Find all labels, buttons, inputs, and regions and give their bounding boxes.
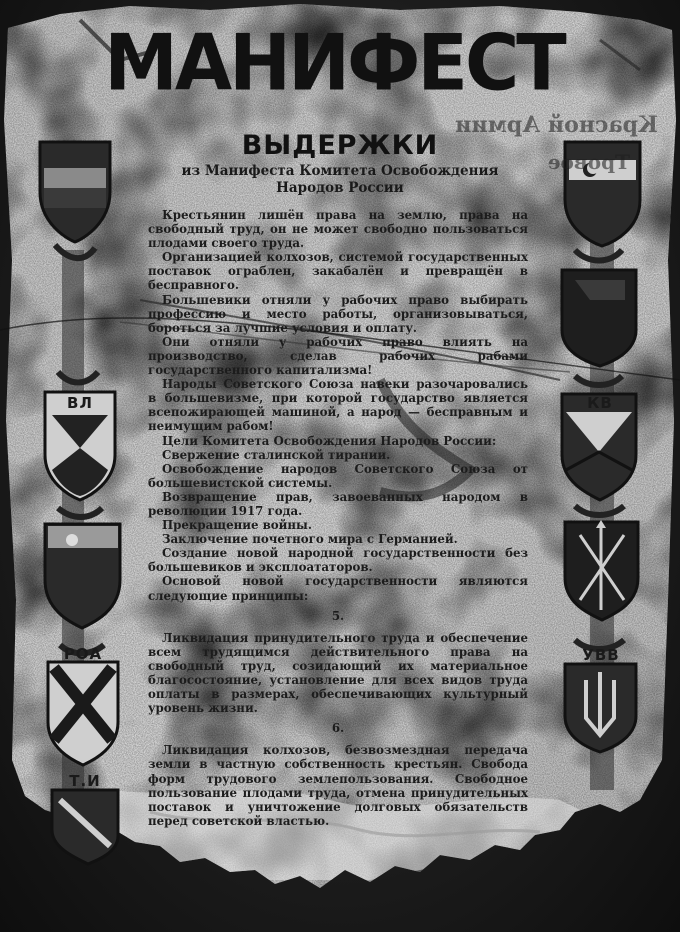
section-6-text: Ликвидация колхозов, безвозмездная передача земли в частную собственность крестьян. Свобода форм трудового землепользования. Свободное пользование плодами труда, отмена принудительных поставок и уничтожение долговых обязательств перед советской властью. [148, 743, 528, 828]
subheading-line-1: из Манифеста Комитета Освобождения [181, 163, 499, 179]
body-paragraph: Возвращение прав, завоеванных народом в революции 1917 года. [148, 489, 528, 518]
body-paragraph: Основой новой государственности являются следующие принципы: [148, 574, 528, 603]
body-paragraph: Освобождение народов Советского Союза от большевистской системы. [148, 461, 528, 490]
emblem-label-ti: Т.И [69, 772, 101, 790]
emblem-label-uvv: УВВ [582, 646, 620, 664]
section-number-6: 6. [331, 721, 345, 736]
mirrored-show-through-text: Красной Армии [455, 112, 658, 138]
uvv-shield-icon [565, 664, 636, 752]
section-number-5: 5. [331, 608, 345, 623]
dark-shield-icon [562, 270, 636, 366]
body-paragraph: Организацией колхозов, системой государственных поставок ограблен, закабалён и превращён в бесправного. [148, 250, 528, 293]
body-paragraph: Народы Советского Союза навеки разочаровались в большевизме, при которой государство является всепожирающей машиной, а народ — бесправным и неимущим рабом! [148, 377, 528, 434]
body-paragraph: Цели Комитета Освобождения Народов России: [162, 433, 497, 448]
emblem-label-vl: ВЛ [67, 394, 93, 412]
body-paragraph: Прекращение войны. [162, 518, 312, 533]
manifesto-body [148, 208, 528, 828]
body-paragraph: Крестьянин лишён права на землю, права на свободный труд, он не может свободно пользоваться плодами своего труда. [148, 208, 528, 251]
emblem-label-roa: РОА [63, 645, 103, 663]
body-paragraph: Свержение сталинской тирании. [162, 447, 391, 462]
body-paragraph: Они отняли у рабочих право влиять на производство, сделав рабочих рабами государственного капитализма! [148, 334, 528, 378]
section-5-text: Ликвидация принудительного труда и обеспечение всем трудящимся действительного права на свободный труд, созидающий их материальное благосостояние, установление для всех видов труда оплаты в размерах, обеспечивающих культурный уровень жизни. [148, 630, 528, 716]
ti-shield-icon [52, 790, 118, 864]
cossack-shield-icon [565, 520, 638, 620]
body-paragraph: Большевики отняли у рабочих право выбирать профессию и место работы, организовываться, бороться за лучшие условия и оплату. [148, 292, 528, 335]
document-title: МАНИФЕСТ [104, 17, 564, 109]
body-paragraph: Создание новой народной государственности без большевиков и эксплоататоров. [148, 546, 528, 575]
document-subheading [150, 163, 530, 197]
body-paragraph: Заключение почетного мира с Германией. [162, 532, 458, 547]
document-subtitle: ВЫДЕРЖКИ [241, 130, 439, 161]
roa-shield-icon [48, 662, 118, 765]
mirrored-show-through-text-2: Тровое [547, 150, 630, 174]
emblem-label-kv: КВ [587, 394, 613, 412]
subheading-line-2: Народов России [276, 180, 404, 196]
